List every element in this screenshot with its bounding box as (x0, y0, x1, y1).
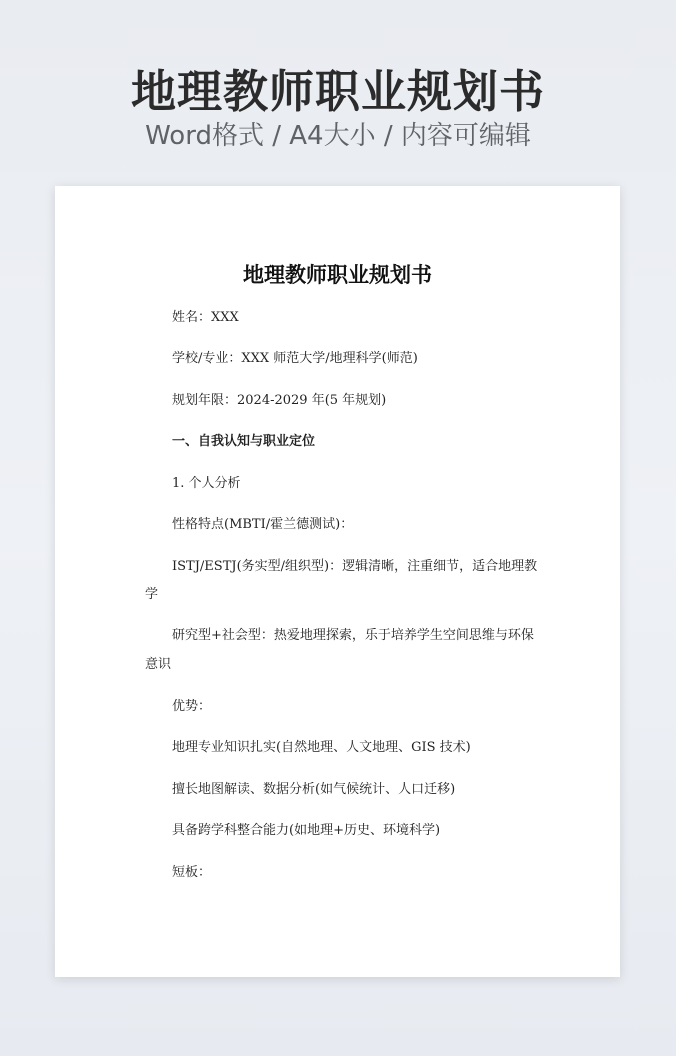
personality-item-1-line-2: 学 (145, 587, 159, 602)
section-heading-self-awareness: 一、自我认知与职业定位 (172, 434, 316, 449)
banner-subtitle: Word格式 / A4大小 / 内容可编辑 (145, 121, 531, 151)
strength-item-1: 地理专业知识扎实(自然地理、人文地理、GIS 技术) (172, 740, 471, 755)
weakness-label: 短板： (172, 865, 212, 880)
personality-item-2-line-1: 研究型+社会型：热爱地理探索，乐于培养学生空间思维与环保 (172, 628, 534, 643)
name-line: 姓名：XXX (172, 310, 239, 325)
strengths-label: 优势： (172, 699, 212, 714)
strength-item-3: 具备跨学科整合能力(如地理+历史、环境科学) (172, 823, 441, 838)
period-line: 规划年限：2024-2029 年(5 年规划) (172, 393, 387, 408)
personality-label: 性格特点(MBTI/霍兰德测试)： (172, 517, 354, 532)
document-title: 地理教师职业规划书 (243, 262, 432, 287)
document-page (55, 186, 620, 977)
subsection-heading-personal-analysis: 1. 个人分析 (172, 476, 241, 491)
personality-item-2-line-2: 意识 (145, 657, 172, 672)
school-line: 学校/专业：XXX 师范大学/地理科学(师范) (172, 351, 418, 366)
banner-title: 地理教师职业规划书 (130, 65, 545, 118)
strength-item-2: 擅长地图解读、数据分析(如气候统计、人口迁移) (172, 782, 456, 797)
personality-item-1-line-1: ISTJ/ESTJ(务实型/组织型)：逻辑清晰，注重细节，适合地理教 (172, 559, 538, 574)
